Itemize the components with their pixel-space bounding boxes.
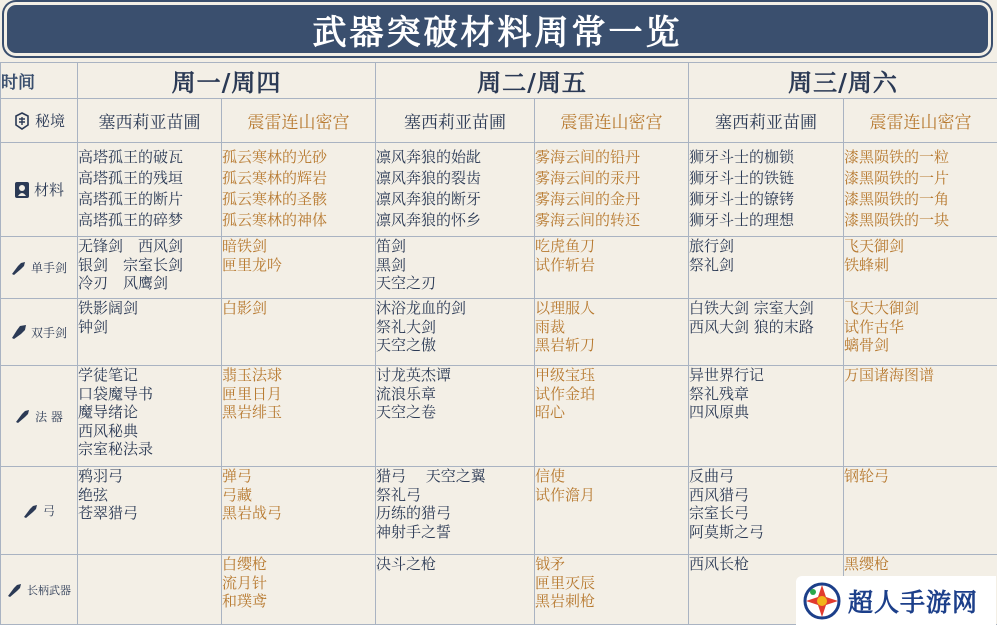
polearm-icon: [7, 583, 23, 597]
weapon-cell: [222, 555, 376, 625]
material-item: 孤云寒林的辉岩: [222, 169, 328, 187]
domain-row: [1, 99, 997, 143]
weapon-cell: [376, 555, 535, 625]
material-item: 狮牙斗士的枷锁: [689, 148, 795, 166]
weapon-item: 天空之卷: [376, 403, 437, 421]
weapon-item: 旅行剑: [689, 237, 735, 255]
material-row: [1, 143, 997, 237]
watermark: [796, 576, 996, 625]
weapon-item: 信使: [535, 467, 566, 485]
weapon-item: 万国诸海图谱: [844, 366, 935, 384]
material-item: 凛风奔狼的裂齿: [376, 169, 482, 187]
sword-icon: [11, 261, 27, 275]
weapon-item: 雨裁: [535, 317, 566, 336]
weapon-item: 黑岩战弓: [222, 504, 283, 522]
weapon-item: 铁影阔剑: [78, 299, 139, 317]
material-cell: [222, 143, 376, 237]
weapon-item: 钟剑: [78, 317, 109, 336]
weapon-type-label: 双手剑: [30, 325, 67, 340]
material-item: 凛风奔狼的断牙: [376, 190, 482, 208]
weapon-type-label: 单手剑: [30, 261, 67, 275]
weapon-item: 钢轮弓: [844, 467, 890, 485]
weapon-item: 决斗之枪: [376, 555, 437, 573]
weapon-item: 和璞鸢: [222, 592, 268, 610]
weapon-row-catalyst: [1, 366, 997, 467]
weapon-item: 沐浴龙血的剑: [376, 299, 467, 317]
weapon-item: 白影剑: [222, 299, 268, 317]
weapon-item: 黑岩绯玉: [222, 403, 283, 421]
material-cell: [376, 143, 535, 237]
material-item: 狮牙斗士的铁链: [689, 169, 795, 187]
material-item: 高塔孤王的残垣: [78, 169, 184, 187]
weapon-item: 鸦羽弓: [78, 467, 124, 485]
weapon-type-label: 长柄武器: [27, 583, 71, 597]
weapon-cell: [78, 299, 222, 366]
weapon-cell: [222, 299, 376, 366]
weapon-cell: [844, 237, 997, 299]
weapon-item: 宗室长弓: [689, 504, 750, 522]
weapon-item: 翡玉法球: [222, 366, 283, 384]
weapon-item: 黑剑: [376, 255, 407, 274]
weapon-cell: [376, 299, 535, 366]
weapon-item: 白缨枪: [222, 555, 268, 573]
weapon-item: 铁蜂刺: [844, 255, 890, 274]
material-item: 高塔孤王的断片: [78, 190, 184, 208]
material-cell: [78, 143, 222, 237]
weapon-cell: [844, 299, 997, 366]
material-table: [0, 62, 997, 625]
weapon-item: 祭礼剑: [689, 255, 735, 274]
weapon-row-label: [1, 555, 78, 625]
material-item: 漆黑陨铁的一片: [844, 169, 950, 187]
weapon-item: 黑岩斩刀: [535, 336, 596, 354]
domain-cell: 塞西莉亚苗圃: [78, 99, 222, 143]
weapon-cell: [844, 366, 997, 467]
weapon-cell: [689, 299, 844, 366]
weapon-item: 昭心: [535, 403, 566, 421]
day-header-wed-sat: 周三/周六: [689, 63, 997, 99]
material-item: 孤云寒林的神体: [222, 211, 328, 229]
watermark-text: 超人手游网: [848, 587, 979, 617]
weapon-item: 苍翠猎弓: [78, 504, 139, 522]
weapon-row-label: [1, 299, 78, 366]
claymore-icon: [11, 325, 27, 339]
weapon-item: 西风秘典: [78, 421, 139, 440]
weapon-item: 祭礼大剑: [376, 317, 437, 336]
weapon-item: 神射手之誓: [376, 522, 452, 541]
material-item: 高塔孤王的碎梦: [78, 211, 184, 229]
weapon-cell: [844, 467, 997, 555]
material-item: 狮牙斗士的镣铐: [689, 190, 795, 208]
material-item: 狮牙斗士的理想: [689, 211, 795, 229]
weapon-cell: [78, 555, 222, 625]
weapon-item: 白铁大剑 宗室大剑: [689, 299, 814, 317]
weapon-item: 祭礼残章: [689, 384, 750, 403]
weapon-item: 吃虎鱼刀: [535, 237, 596, 255]
material-row-label: [1, 143, 78, 237]
weapon-item: 匣里灭辰: [535, 573, 596, 592]
weapon-item: 黑岩刺枪: [535, 592, 596, 610]
material-item: 雾海云间的汞丹: [535, 169, 641, 187]
weapon-item: 异世界行记: [689, 366, 765, 384]
logo-icon: [802, 581, 842, 621]
weapon-cell: [535, 366, 689, 467]
weapon-item: 反曲弓: [689, 467, 735, 485]
weapon-item: 暗铁剑: [222, 237, 268, 255]
material-icon: [14, 181, 30, 199]
weapon-item: 试作澹月: [535, 485, 596, 504]
weapon-item: 匣里龙吟: [222, 255, 283, 274]
weapon-item: 试作古华: [844, 317, 905, 336]
material-item: 漆黑陨铁的一角: [844, 190, 950, 208]
material-item: 孤云寒林的圣骸: [222, 190, 328, 208]
bow-icon: [23, 504, 39, 518]
weapon-type-label: 法 器: [35, 409, 63, 424]
weapon-item: 黑缨枪: [844, 555, 890, 573]
weapon-item: 以理服人: [535, 299, 596, 317]
weapon-item: 飞天大御剑: [844, 299, 920, 317]
weapon-item: 猎弓 天空之翼: [376, 467, 486, 485]
weapon-cell: [535, 555, 689, 625]
domain-cell: 震雷连山密宫: [535, 99, 689, 143]
weapon-item: 宗室秘法录: [78, 440, 154, 458]
weapon-item: 弓藏: [222, 485, 253, 504]
weapon-item: 流月针: [222, 573, 268, 592]
weapon-item: 祭礼弓: [376, 485, 422, 504]
weapon-row-bow: [1, 467, 997, 555]
material-item: 孤云寒林的光砂: [222, 148, 328, 166]
weapon-cell: [535, 237, 689, 299]
domain-cell: 塞西莉亚苗圃: [689, 99, 844, 143]
material-label: 材料: [33, 181, 64, 199]
weapon-type-label: 弓: [42, 504, 55, 518]
material-item: 雾海云间的转还: [535, 211, 641, 229]
weapon-row-claymore: [1, 299, 997, 366]
weapon-item: 螭骨剑: [844, 336, 890, 354]
weapon-item: 银剑 宗室长剑: [78, 255, 184, 274]
day-header-mon-thu: 周一/周四: [78, 63, 376, 99]
weapon-item: 弹弓: [222, 467, 253, 485]
weapon-row-label: [1, 467, 78, 555]
weapon-cell: [689, 467, 844, 555]
weapon-cell: [222, 467, 376, 555]
weapon-item: 试作金珀: [535, 384, 596, 403]
weapon-row-sword: [1, 237, 997, 299]
material-item: 雾海云间的金丹: [535, 190, 641, 208]
weapon-cell: [689, 237, 844, 299]
weapon-item: 历练的猎弓: [376, 504, 452, 522]
weapon-cell: [376, 237, 535, 299]
weapon-item: 讨龙英杰谭: [376, 366, 452, 384]
material-cell: [535, 143, 689, 237]
weapon-item: 天空之刃: [376, 274, 437, 292]
weapon-item: 流浪乐章: [376, 384, 437, 403]
weapon-item: 学徒笔记: [78, 366, 139, 384]
material-item: 凛风奔狼的始龀: [376, 148, 482, 166]
material-item: 高塔孤王的破瓦: [78, 148, 184, 166]
material-item: 雾海云间的铅丹: [535, 148, 641, 166]
weapon-item: 绝弦: [78, 485, 109, 504]
weapon-item: 试作斩岩: [535, 255, 596, 274]
day-header-row: [1, 63, 997, 99]
weapon-item: 口袋魔导书: [78, 384, 154, 403]
domain-cell: 震雷连山密宫: [844, 99, 997, 143]
weapon-item: 笛剑: [376, 237, 407, 255]
weapon-item: 甲级宝珏: [535, 366, 596, 384]
weapon-item: 匣里日月: [222, 384, 283, 403]
material-item: 凛风奔狼的怀乡: [376, 211, 482, 229]
weapon-item: 西风猎弓: [689, 485, 750, 504]
weapon-cell: [376, 366, 535, 467]
weapon-cell: [535, 467, 689, 555]
weapon-item: 无锋剑 西风剑: [78, 237, 184, 255]
weapon-cell: [78, 467, 222, 555]
material-item: 漆黑陨铁的一块: [844, 211, 950, 229]
material-cell: [844, 143, 997, 237]
domain-label: 秘境: [34, 112, 65, 130]
weapon-cell: [689, 366, 844, 467]
time-label: 时间: [1, 63, 78, 99]
weapon-cell: [222, 237, 376, 299]
page-title: 武器突破材料周常一览: [312, 12, 683, 53]
catalyst-icon: [15, 409, 31, 423]
material-item: 漆黑陨铁的一粒: [844, 148, 950, 166]
weapon-cell: [78, 237, 222, 299]
weapon-cell: [376, 467, 535, 555]
weapon-row-label: [1, 366, 78, 467]
weapon-cell: [78, 366, 222, 467]
weapon-item: 钺矛: [535, 555, 566, 573]
domain-icon: [13, 112, 31, 130]
weapon-item: 天空之傲: [376, 336, 437, 354]
domain-cell: 塞西莉亚苗圃: [376, 99, 535, 143]
weapon-item: 阿莫斯之弓: [689, 522, 765, 541]
weapon-row-label: [1, 237, 78, 299]
weapon-item: 飞天御剑: [844, 237, 905, 255]
title-banner: [4, 2, 991, 56]
weapon-item: 西风大剑 狼的末路: [689, 317, 814, 336]
weapon-cell: [222, 366, 376, 467]
day-header-tue-fri: 周二/周五: [376, 63, 689, 99]
weapon-item: 魔导绪论: [78, 403, 139, 421]
weapon-item: 四风原典: [689, 403, 750, 421]
weapon-item: 冷刃 风鹰剑: [78, 274, 169, 292]
weapon-cell: [535, 299, 689, 366]
domain-cell: 震雷连山密宫: [222, 99, 376, 143]
material-cell: [689, 143, 844, 237]
domain-row-label: [1, 99, 78, 143]
weapon-item: 西风长枪: [689, 555, 750, 573]
